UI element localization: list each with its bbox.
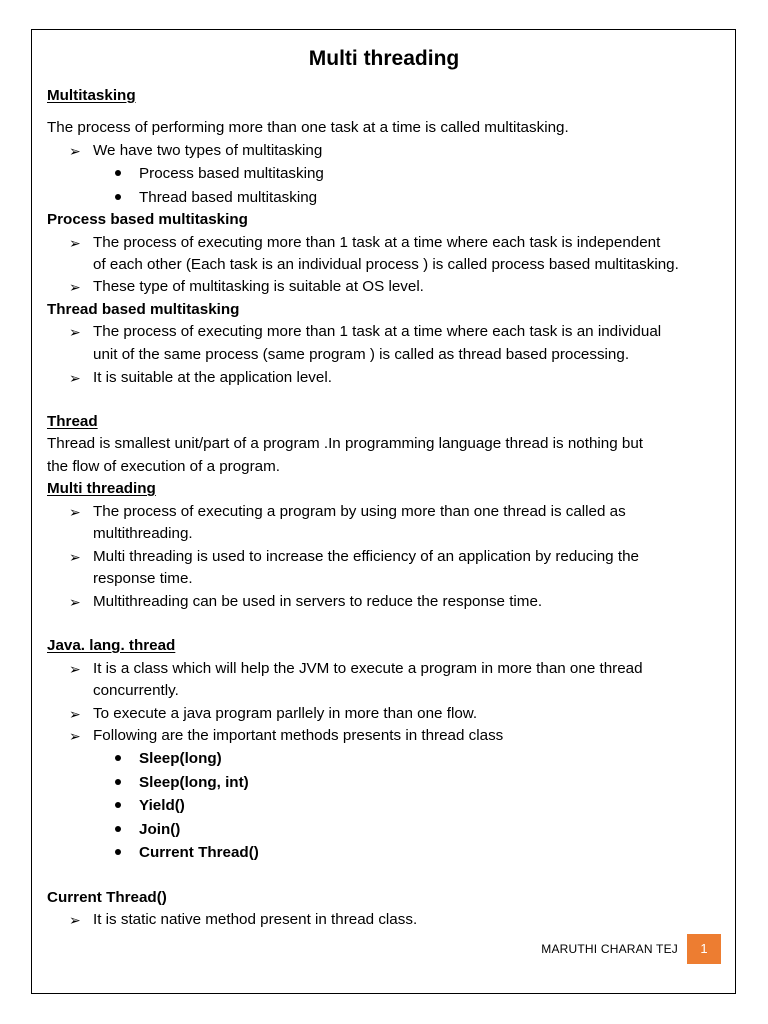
thread-based-heading: Thread based multitasking: [47, 301, 240, 318]
arrow-bullet-icon: ➢: [69, 661, 81, 677]
arrow-bullet-icon: ➢: [69, 370, 81, 386]
bullet-dot-icon: [115, 779, 121, 785]
multithreading-bullet-2-line-1: Multi threading is used to increase the efficiency of an application by reducing the: [93, 548, 639, 565]
thread-based-bullet-2: It is suitable at the application level.: [93, 369, 332, 386]
method-item: Current Thread(): [139, 844, 259, 861]
page-number-badge: 1: [687, 934, 721, 964]
arrow-bullet-icon: ➢: [69, 279, 81, 295]
method-item: Yield(): [139, 797, 185, 814]
bullet-dot-icon: [115, 826, 121, 832]
multithreading-bullet-3: Multithreading can be used in servers to reduce the response time.: [93, 593, 543, 610]
multithreading-bullet-1-line-1: The process of executing a program by using more than one thread is called as: [93, 503, 626, 520]
document-title: Multi threading: [308, 47, 460, 70]
java-bullet-2: To execute a java program parllely in more than one flow.: [93, 705, 478, 722]
multithreading-bullet-1-line-2: multithreading.: [93, 525, 193, 542]
current-thread-heading: Current Thread(): [47, 889, 167, 906]
bullet-dot-icon: [115, 802, 121, 808]
current-thread-bullet-1: It is static native method present in thread class.: [93, 911, 418, 928]
thread-based-bullet-1-line-1: The process of executing more than 1 task at a time where each task is an individual: [93, 323, 662, 340]
arrow-bullet-icon: ➢: [69, 912, 81, 928]
multitasking-definition: The process of performing more than one task at a time is called multitasking.: [47, 119, 569, 136]
java-lang-thread-heading: Java. lang. thread: [47, 637, 176, 654]
java-bullet-3: Following are the important methods presents in thread class: [93, 727, 504, 744]
method-item: Join(): [139, 821, 181, 838]
process-bullet-2: These type of multitasking is suitable at OS level.: [93, 278, 424, 295]
multithreading-bullet-2-line-2: response time.: [93, 570, 193, 587]
arrow-bullet-icon: ➢: [69, 143, 81, 159]
arrow-bullet-icon: ➢: [69, 504, 81, 520]
arrow-bullet-icon: ➢: [69, 706, 81, 722]
thread-definition-line-2: the flow of execution of a program.: [47, 458, 281, 475]
type-thread-based: Thread based multitasking: [139, 189, 318, 206]
thread-heading: Thread: [47, 413, 98, 430]
thread-definition-line-1: Thread is smallest unit/part of a program .In programming language thread is nothing but: [47, 435, 644, 452]
footer-author: MARUTHI CHARAN TEJ: [541, 942, 678, 956]
multithreading-heading: Multi threading: [47, 480, 156, 497]
method-item: Sleep(long, int): [139, 774, 249, 791]
process-based-heading: Process based multitasking: [47, 211, 248, 228]
arrow-bullet-icon: ➢: [69, 728, 81, 744]
multitasking-heading: Multitasking: [47, 87, 136, 104]
process-bullet-1-line-1: The process of executing more than 1 task at a time where each task is independent: [93, 234, 661, 251]
type-process-based: Process based multitasking: [139, 165, 324, 182]
arrow-bullet-icon: ➢: [69, 324, 81, 340]
bullet-dot-icon: [115, 849, 121, 855]
arrow-bullet-icon: ➢: [69, 594, 81, 610]
multitasking-types: We have two types of multitasking: [93, 142, 323, 159]
bullet-dot-icon: [115, 755, 121, 761]
java-bullet-1-line-2: concurrently.: [93, 682, 179, 699]
bullet-dot-icon: [115, 194, 121, 200]
thread-based-bullet-1-line-2: unit of the same process (same program ) is called as thread based processing.: [93, 346, 630, 363]
java-bullet-1-line-1: It is a class which will help the JVM to execute a program in more than one thread: [93, 660, 643, 677]
arrow-bullet-icon: ➢: [69, 549, 81, 565]
bullet-dot-icon: [115, 170, 121, 176]
method-item: Sleep(long): [139, 750, 222, 767]
arrow-bullet-icon: ➢: [69, 235, 81, 251]
process-bullet-1-line-2: of each other (Each task is an individual process ) is called process based multitasking.: [93, 256, 679, 273]
